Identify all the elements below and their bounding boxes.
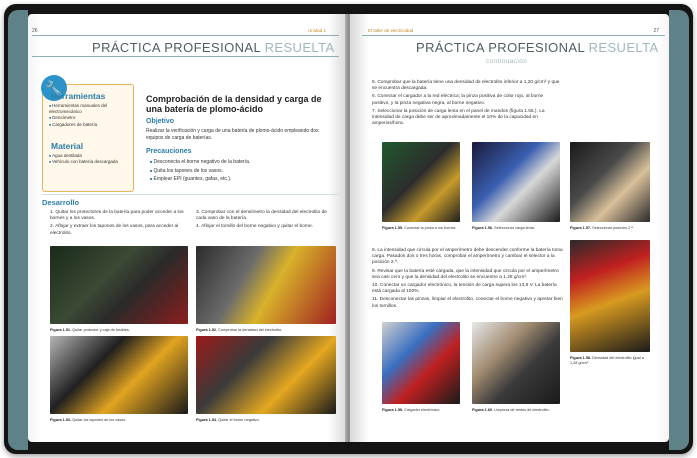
- continuation-label: continuación: [486, 58, 528, 65]
- figure-photo: [196, 336, 336, 414]
- tool-item: ■ Herramientas manuales del electromecánico: [49, 103, 133, 115]
- figure-caption: Figura 1.54. Quitar el borne negativo.: [196, 418, 260, 422]
- figure-photo: [570, 240, 650, 352]
- figure-caption: Figura 1.53. Quitar los tapones de los vasos.: [50, 418, 127, 422]
- figure-caption: Figura 1.56. Seleccionar carga lenta.: [472, 226, 535, 230]
- figure-caption: Figura 1.51. Quitar protector y caja de fusibles.: [50, 328, 130, 332]
- wrench-icon: 🔧: [41, 75, 67, 101]
- left-header-rule: [32, 35, 339, 36]
- step-item: 9. Revisar que la batería esté cargada, que la intensidad que circula por el amperímetro sea casi cero y que la densidad del electrolito se encuentre a 1,28 g/cm³.: [372, 268, 559, 280]
- left-page: [28, 14, 347, 442]
- precaution-item: ■ Emplear EPI (guantes, gafas, etc.).: [150, 175, 336, 184]
- figure-caption: Figura 1.55. Conectar la pinza a los bornes.: [382, 226, 457, 230]
- figure-caption: Figura 1.59. Cargador electrónico.: [382, 408, 441, 412]
- tools-heading: Herramientas: [51, 91, 106, 101]
- development-rule: [42, 194, 339, 195]
- figure-photo: [50, 246, 188, 324]
- figure-photo: [50, 336, 188, 414]
- figure-photo: [382, 322, 460, 404]
- step-item: 8. La intensidad que circula por el amperímetro debe descender conforme la batería toma carga. Pasados dos o tres horas, comprobar el amperímetro y cambiar el selector a la posición 2.ª.: [372, 248, 563, 266]
- figure-caption: Figura 1.57. Seleccionar posición 2.ª.: [570, 226, 634, 230]
- right-running-head: El taller de electricidad: [368, 28, 414, 33]
- step-item: 2. Aflojar y extraer los tapones de los vasos, para acceder al electrolito.: [50, 224, 179, 236]
- left-running-head: Unidad 1: [308, 28, 327, 33]
- title-accent: RESUELTA: [264, 40, 335, 55]
- tool-item: ■ Densímetro: [49, 115, 133, 121]
- cover-edge-right: [669, 10, 689, 450]
- right-page-title: [416, 40, 659, 55]
- cover-edge-left: [8, 10, 28, 450]
- step-item: 11. Desconectar las pinzas, limpiar el electrolito, conectar el borne negativo y apretar bien los tornillos.: [372, 297, 563, 309]
- figure-caption: Figura 1.60. Limpieza de restos de electrolito.: [472, 408, 550, 412]
- figure-caption: Figura 1.52. Comprobar la densidad del electrolito.: [196, 328, 283, 332]
- figure-caption: Figura 1.58. Densidad del electrolito igual a 1,28 g/cm³.: [570, 356, 644, 365]
- left-page-number: 26: [32, 28, 38, 34]
- practice-heading: Comprobación de la densidad y carga de una batería de plomo-ácido: [146, 94, 322, 114]
- left-page-title: [92, 40, 335, 55]
- step-item: 6. Conectar el cargador a la red eléctrica; la pinza positiva de color rojo, al borne positivo, y la pinza negativa negra, al borne negativo.: [372, 94, 544, 106]
- figure-photo: [472, 142, 560, 222]
- tools-list: [49, 103, 133, 128]
- right-page: [350, 14, 669, 442]
- precautions-heading: Precauciones: [146, 148, 192, 155]
- material-item: ■ Agua destilada: [49, 153, 133, 159]
- figure-photo: [472, 322, 560, 404]
- precaution-item: ■ Quita los tapones de los vasos.: [150, 167, 336, 176]
- tools-material-box: [42, 80, 134, 192]
- figure-photo: [382, 142, 460, 222]
- step-item: 4. Aflojar el tornillo del borne negativo y quitar el borne.: [196, 224, 314, 230]
- objective-heading: Objetivo: [146, 118, 175, 125]
- material-list: [49, 153, 133, 165]
- title-accent: RESUELTA: [588, 40, 659, 55]
- precaution-item: ■ Desconecta el borne negativo de la batería.: [150, 158, 336, 167]
- title-main: PRÁCTICA PROFESIONAL: [92, 40, 261, 55]
- step-item: 3. Comprobar con el densímetro la densidad del electrolito de cada vaso de la batería.: [196, 210, 327, 222]
- figure-photo: [570, 142, 650, 222]
- material-heading: Material: [51, 141, 84, 151]
- development-heading: Desarrollo: [42, 198, 80, 207]
- material-item: ■ Vehículo con batería descargada: [49, 159, 133, 165]
- step-item: 7. Seleccionar la posición de carga lenta en el panel de mandos (figura 1.55.). La intensidad de carga debe ser de aproximadamente el 10% de la capacidad en amperios/hora.: [372, 108, 545, 127]
- steps-col1: [50, 210, 190, 239]
- right-page-number: 27: [653, 28, 659, 34]
- step-item: 5. Comprobar que la batería tiene una densidad de electrolito inferior a 1,20 g/cm³ y que se encuentra descargada.: [372, 80, 560, 92]
- steps-mid: [372, 248, 564, 312]
- steps-col2: [196, 210, 338, 233]
- title-main: PRÁCTICA PROFESIONAL: [416, 40, 585, 55]
- step-item: 1. Quitar los protectores de la batería para poder acceder a los bornes y a los vasos.: [50, 210, 184, 222]
- step-item: 10. Conectar un cargador electrónico, la tensión de carga supera los 13,8 V. La batería está cargada al 100%.: [372, 283, 557, 295]
- figure-photo: [196, 246, 336, 324]
- objective-text: Realizar la verificación y carga de una batería de plomo-ácido empleando dos equipos de carga de baterías.: [146, 128, 319, 141]
- precautions-list: [150, 158, 336, 184]
- left-title-rule: [32, 56, 339, 57]
- right-header-rule: [362, 35, 665, 36]
- steps-top: [372, 80, 562, 129]
- tool-item: ■ Cargadores de batería: [49, 122, 133, 128]
